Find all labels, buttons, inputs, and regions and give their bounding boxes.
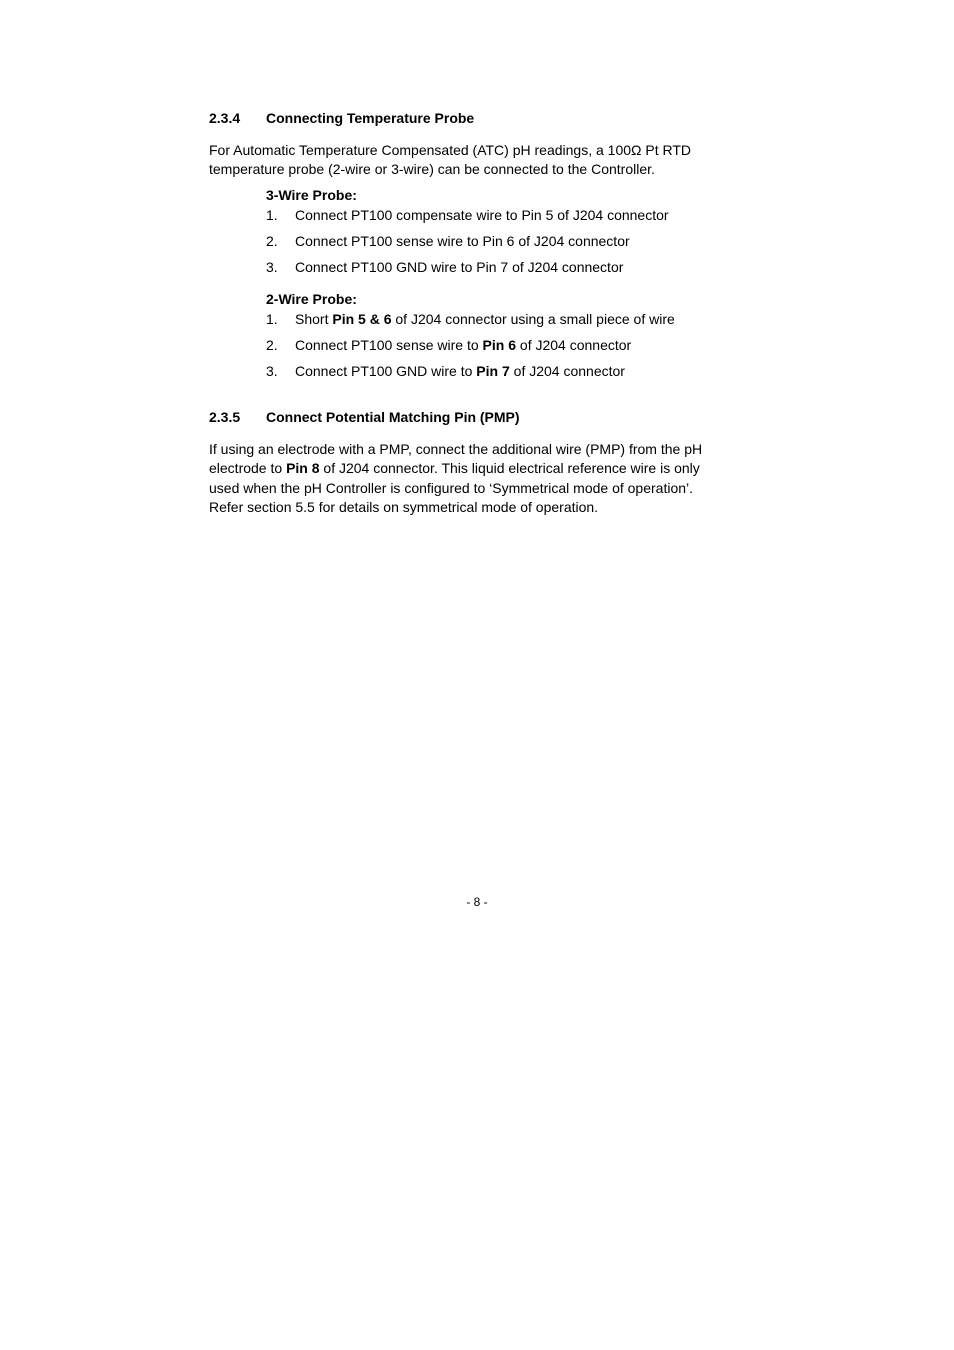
section-title: Connect Potential Matching Pin (PMP) bbox=[266, 409, 520, 425]
three-wire-heading: 3-Wire Probe: bbox=[266, 187, 357, 203]
pin-reference: Pin 7 bbox=[476, 363, 510, 379]
pmp-line: used when the pH Controller is configured to ‘Symmetrical mode of operation’. bbox=[209, 479, 694, 496]
section-heading-2-3-5 bbox=[209, 408, 520, 426]
list-number: 2. bbox=[266, 233, 278, 249]
list-text-post: of J204 connector bbox=[509, 363, 625, 379]
list-text: Connect PT100 sense wire to Pin 6 of J204 connector bbox=[295, 233, 630, 249]
list-item bbox=[266, 258, 623, 276]
intro-line: For Automatic Temperature Compensated (ATC) pH readings, a 100Ω Pt RTD bbox=[209, 142, 692, 158]
two-wire-heading: 2-Wire Probe: bbox=[266, 291, 357, 307]
list-number: 1. bbox=[266, 311, 278, 327]
pmp-text-pre: electrode to bbox=[209, 460, 287, 477]
section-heading-2-3-4 bbox=[209, 109, 474, 127]
list-text-pre: Connect PT100 sense wire to bbox=[295, 337, 483, 353]
pmp-line bbox=[209, 459, 739, 478]
pmp-line: If using an electrode with a PMP, connect the additional wire (PMP) from the pH bbox=[209, 441, 703, 457]
section-number: 2.3.4 bbox=[209, 110, 241, 126]
list-item bbox=[266, 310, 675, 328]
list-number: 2. bbox=[266, 337, 278, 353]
pin-reference: Pin 6 bbox=[482, 337, 517, 353]
list-item bbox=[266, 206, 669, 224]
list-text: Connect PT100 compensate wire to Pin 5 of J204 connector bbox=[295, 207, 669, 223]
list-item bbox=[266, 336, 631, 354]
list-text-pre: Short bbox=[295, 311, 333, 327]
list-item bbox=[266, 232, 630, 250]
pin-reference: Pin 5 & 6 bbox=[332, 311, 392, 327]
list-text-pre: Connect PT100 GND wire to bbox=[295, 363, 477, 379]
list-item bbox=[266, 362, 625, 380]
list-number: 1. bbox=[266, 207, 278, 223]
section-number: 2.3.5 bbox=[209, 409, 241, 425]
list-number: 3. bbox=[266, 259, 278, 275]
section-title: Connecting Temperature Probe bbox=[266, 110, 475, 126]
list-text-post: of J204 connector bbox=[516, 337, 632, 353]
list-text-post: of J204 connector using a small piece of wire bbox=[391, 311, 675, 327]
pmp-paragraph bbox=[209, 440, 739, 517]
pin-reference: Pin 8 bbox=[286, 460, 320, 477]
pmp-text-post: of J204 connector. This liquid electrical reference wire is only bbox=[319, 460, 700, 477]
list-number: 3. bbox=[266, 363, 278, 379]
page-number: - 8 - bbox=[466, 895, 488, 909]
intro-paragraph bbox=[209, 141, 739, 180]
pmp-line: Refer section 5.5 for details on symmetrical mode of operation. bbox=[209, 498, 599, 515]
list-text: Connect PT100 GND wire to Pin 7 of J204 connector bbox=[295, 259, 624, 275]
intro-line: temperature probe (2-wire or 3-wire) can be connected to the Controller. bbox=[209, 161, 655, 178]
